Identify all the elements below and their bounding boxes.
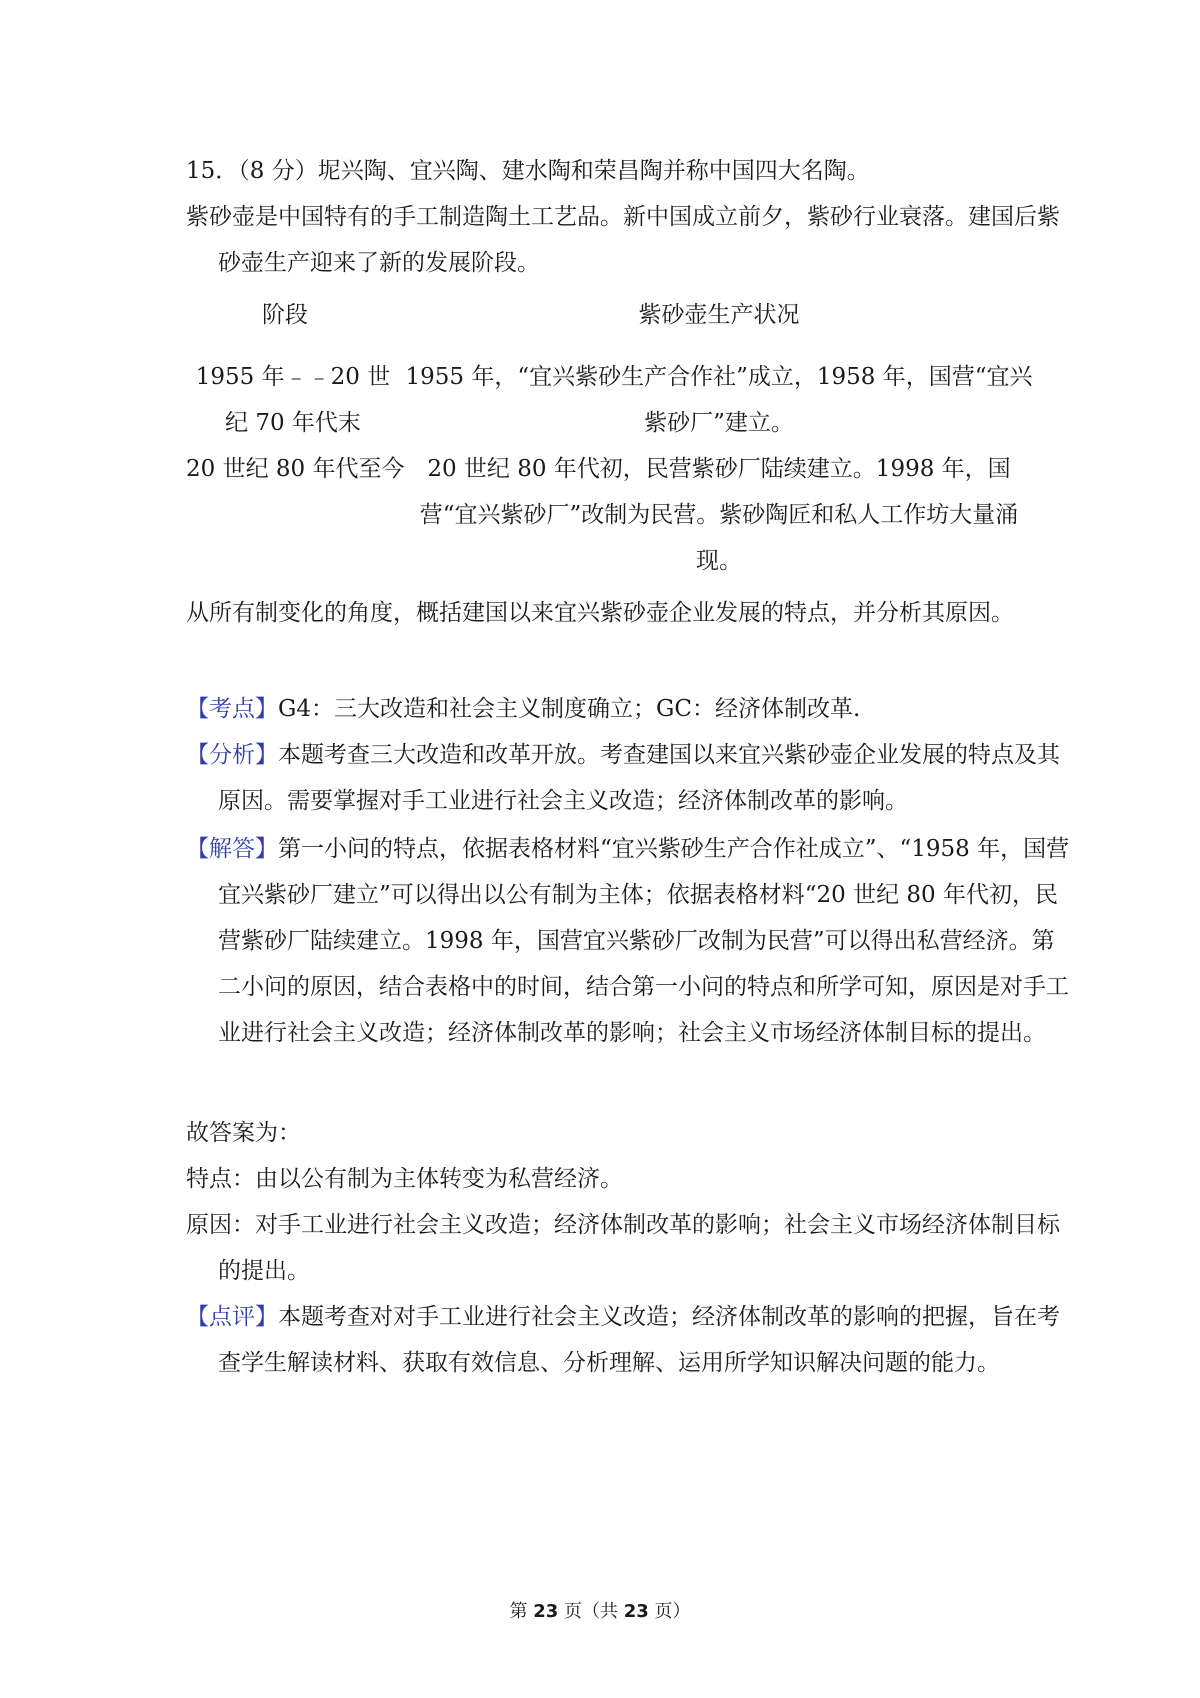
kaodian-section: [186, 686, 1070, 732]
question-title: 15．（8 分）坭兴陶、宜兴陶、建水陶和荣昌陶并称中国四大名陶。: [186, 158, 870, 184]
fenxi-tag: 【分析】: [186, 742, 278, 768]
jieda-text: 第一小问的特点，依据表格材料“宜兴紫砂生产合作社成立”、“1958 年，国营宜兴紫砂厂建立”可以得出以公有制为主体；依据表格材料“20 世纪 80 年代初，民营紫砂厂陆续建立。1998 年，国营宜兴紫砂厂改制为民营”可以得出私营经济。第二小问的原因，结合表格中的时间，结合第一小问的特点和所学可知，原因是对手工业进行社会主义改造；经济体制改革的影响；社会主义市场经济体制目标的提出。: [218, 836, 1070, 1046]
table-cell-stage: 1955 年﹣﹣20 世纪 70 年代末: [195, 364, 391, 436]
table-header-row: [186, 292, 1038, 338]
answer-reasons: 原因：对手工业进行社会主义改造；经济体制改革的影响；社会主义市场经济体制目标的提出。: [186, 1212, 1060, 1284]
table-header-status: 紫砂壶生产状况: [638, 302, 800, 328]
dianping-text: 本题考查对对手工业进行社会主义改造；经济体制改革的影响的把握，旨在考查学生解读材料、获取有效信息、分析理解、运用所学知识解决问题的能力。: [218, 1304, 1060, 1376]
question-prompt: 从所有制变化的角度，概括建国以来宜兴紫砂壶企业发展的特点，并分析其原因。: [186, 600, 1014, 626]
jieda-tag: 【解答】: [186, 836, 278, 862]
fenxi-section: [186, 732, 1070, 824]
footer-middle: 页（共: [558, 1601, 624, 1622]
table-row: [186, 446, 1038, 584]
footer-total-pages: 23: [623, 1601, 649, 1622]
material-table: [186, 292, 1038, 584]
table-row: [186, 354, 1038, 446]
footer-suffix: 页）: [648, 1601, 691, 1622]
table-cell-stage: 20 世纪 80 年代至今: [186, 456, 405, 482]
footer-page-number: 23: [533, 1601, 559, 1622]
jieda-section: [186, 826, 1070, 1056]
fenxi-text: 本题考查三大改造和改革开放。考查建国以来宜兴紫砂壶企业发展的特点及其原因。需要掌握对手工业进行社会主义改造；经济体制改革的影响。: [218, 742, 1060, 814]
table-cell-status: 1955 年，“宜兴紫砂生产合作社”成立，1958 年，国营“宜兴紫砂厂”建立。: [405, 364, 1033, 436]
answer-features: 特点：由以公有制为主体转变为私营经济。: [186, 1166, 623, 1192]
table-header-stage: 阶段: [262, 302, 308, 328]
page-footer: [0, 1600, 1200, 1624]
question-intro: 紫砂壶是中国特有的手工制造陶土工艺品。新中国成立前夕，紫砂行业衰落。建国后紫砂壶生产迎来了新的发展阶段。: [186, 204, 1060, 276]
dianping-section: [186, 1294, 1070, 1386]
table-cell-status: 20 世纪 80 年代初，民营紫砂厂陆续建立。1998 年，国营“宜兴紫砂厂”改制为民营。紫砂陶匠和私人工作坊大量涌现。: [419, 456, 1019, 574]
kaodian-tag: 【考点】: [186, 696, 278, 722]
kaodian-text: G4：三大改造和社会主义制度确立；GC：经济体制改革.: [278, 696, 861, 722]
answer-intro: 故答案为：: [186, 1120, 301, 1146]
footer-prefix: 第: [509, 1601, 534, 1622]
dianping-tag: 【点评】: [186, 1304, 278, 1330]
